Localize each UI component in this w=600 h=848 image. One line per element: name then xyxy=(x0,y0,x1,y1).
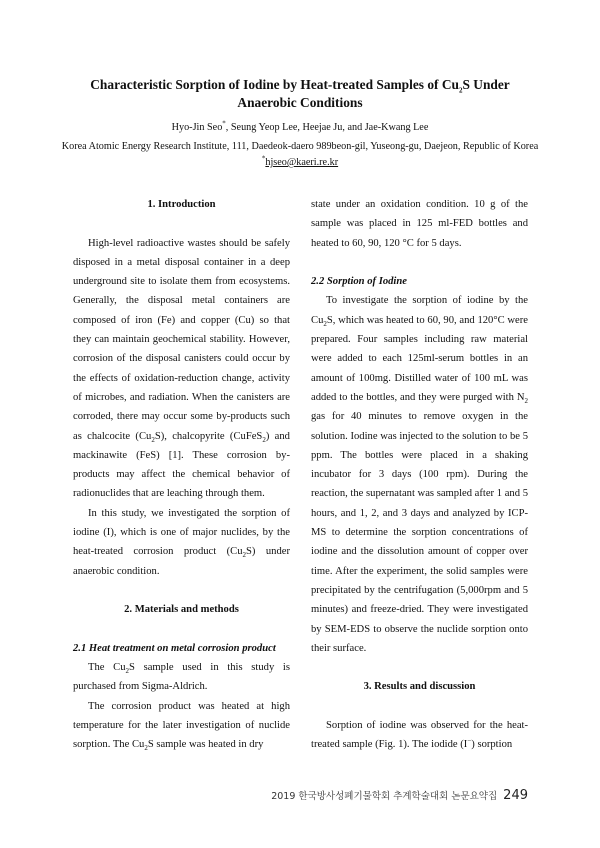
paragraph: In this study, we investigated the sorption of iodine (I), which is one of major nuclides, by the heat-treated corrosion product $(Cu_2S)$ under anaerobic condition. xyxy=(73,507,290,577)
section-heading-introduction: 1. Introduction xyxy=(147,199,216,210)
right-column xyxy=(311,195,528,755)
author-list: Hyo-Jin Seo*, Seung Yeop Lee, Heejae Ju, and Jae-Kwang Lee xyxy=(171,119,429,133)
paragraph: To investigate the sorption of iodine by the $Cu_2S$, which was heated to 60, 90, and 120°C were prepared. Four samples including raw material were added to each 125ml-serum bottles in an amount of 100mg. Distilled water of 100 mL was added to the bottles, and they were purged with $N_2$ gas for 40 minutes to remove oxygen in the solution. Iodine was injected to the solution to be 5 ppm. The bottles were placed in a shaking incubator for 3 days (100 rpm). During the reaction, the supernatant was sampled after 1 and 5 hours, and 1, 2, and 3 days and analyzed by ICP-MS to determine the sorption concentrations of iodine and the dissolution amount of copper over time. After the experiment, the solid samples were precipitated by the centrifugation (5,000rpm and 5 minutes) and freeze-dried. They were investigated by SEM-EDS to observe the nuclide sorption onto their surface. xyxy=(311,295,528,654)
email-link[interactable]: hjseo@kaeri.re.kr xyxy=(265,157,339,168)
subsection-heading-heat-treatment: 2.1 Heat treatment on metal corrosion product xyxy=(73,642,276,654)
subsection-heading-sorption: 2.2 Sorption of Iodine xyxy=(311,276,407,288)
section-heading-methods: 2. Materials and methods xyxy=(124,604,239,616)
footer-text: 2019 한국방사성폐기물학회 추계학술대회 논문요약집 xyxy=(271,791,498,802)
paragraph: High-level radioactive wastes should be safely disposed in a metal disposal container in a deep underground site to isolate them from ecosystems. Generally, the disposal metal containers are composed of iron (Fe) and copper (Cu) so that they can maintain geochemical stability. However, corrosion of the disposal canisters could occur by the effects of oxidation-reduction change, activity of microbes, and radiation. When the canisters are corroded, there may occur some by-products such as chalcocite $(Cu_2S)$, chalcopyrite (CuFeS$_2$) and mackinawite (FeS) [1]. These corrosion by-products may affect the chemical behavior of radionuclides that are leaching through them. xyxy=(73,237,290,500)
paragraph: The $Cu_2S$ sample used in this study is purchased from Sigma-Aldrich. xyxy=(73,662,290,693)
left-column xyxy=(73,195,290,755)
paragraph: The corrosion product was heated at high temperature for the later investigation of nuclide sorption. The $Cu_2S$ sample was heated in dry xyxy=(73,700,290,753)
page-footer xyxy=(271,788,528,803)
affiliation: Korea Atomic Energy Research Institute, 111, Daedeok-daero 989beon-gil, Yuseong-gu, Daejeon, Republic of Korea xyxy=(61,141,539,152)
paragraph: Sorption of iodine was observed for the heat-treated sample (Fig. 1). The iodide (I−) sorption xyxy=(311,720,528,751)
page-number: 249 xyxy=(503,788,528,803)
paragraph: state under an oxidation condition. 10 g of the sample was placed in 125 ml-FED bottles and heated to 60, 90, 120 °C for 5 days. xyxy=(311,199,528,249)
section-heading-results: 3. Results and discussion xyxy=(363,681,476,693)
paper-title: Characteristic Sorption of Iodine by Heat-treated Samples of $Cu_2S$ Under Anaerobic Conditions xyxy=(90,77,510,110)
corresponding-email: *hjseo@kaeri.re.kr xyxy=(261,154,339,168)
